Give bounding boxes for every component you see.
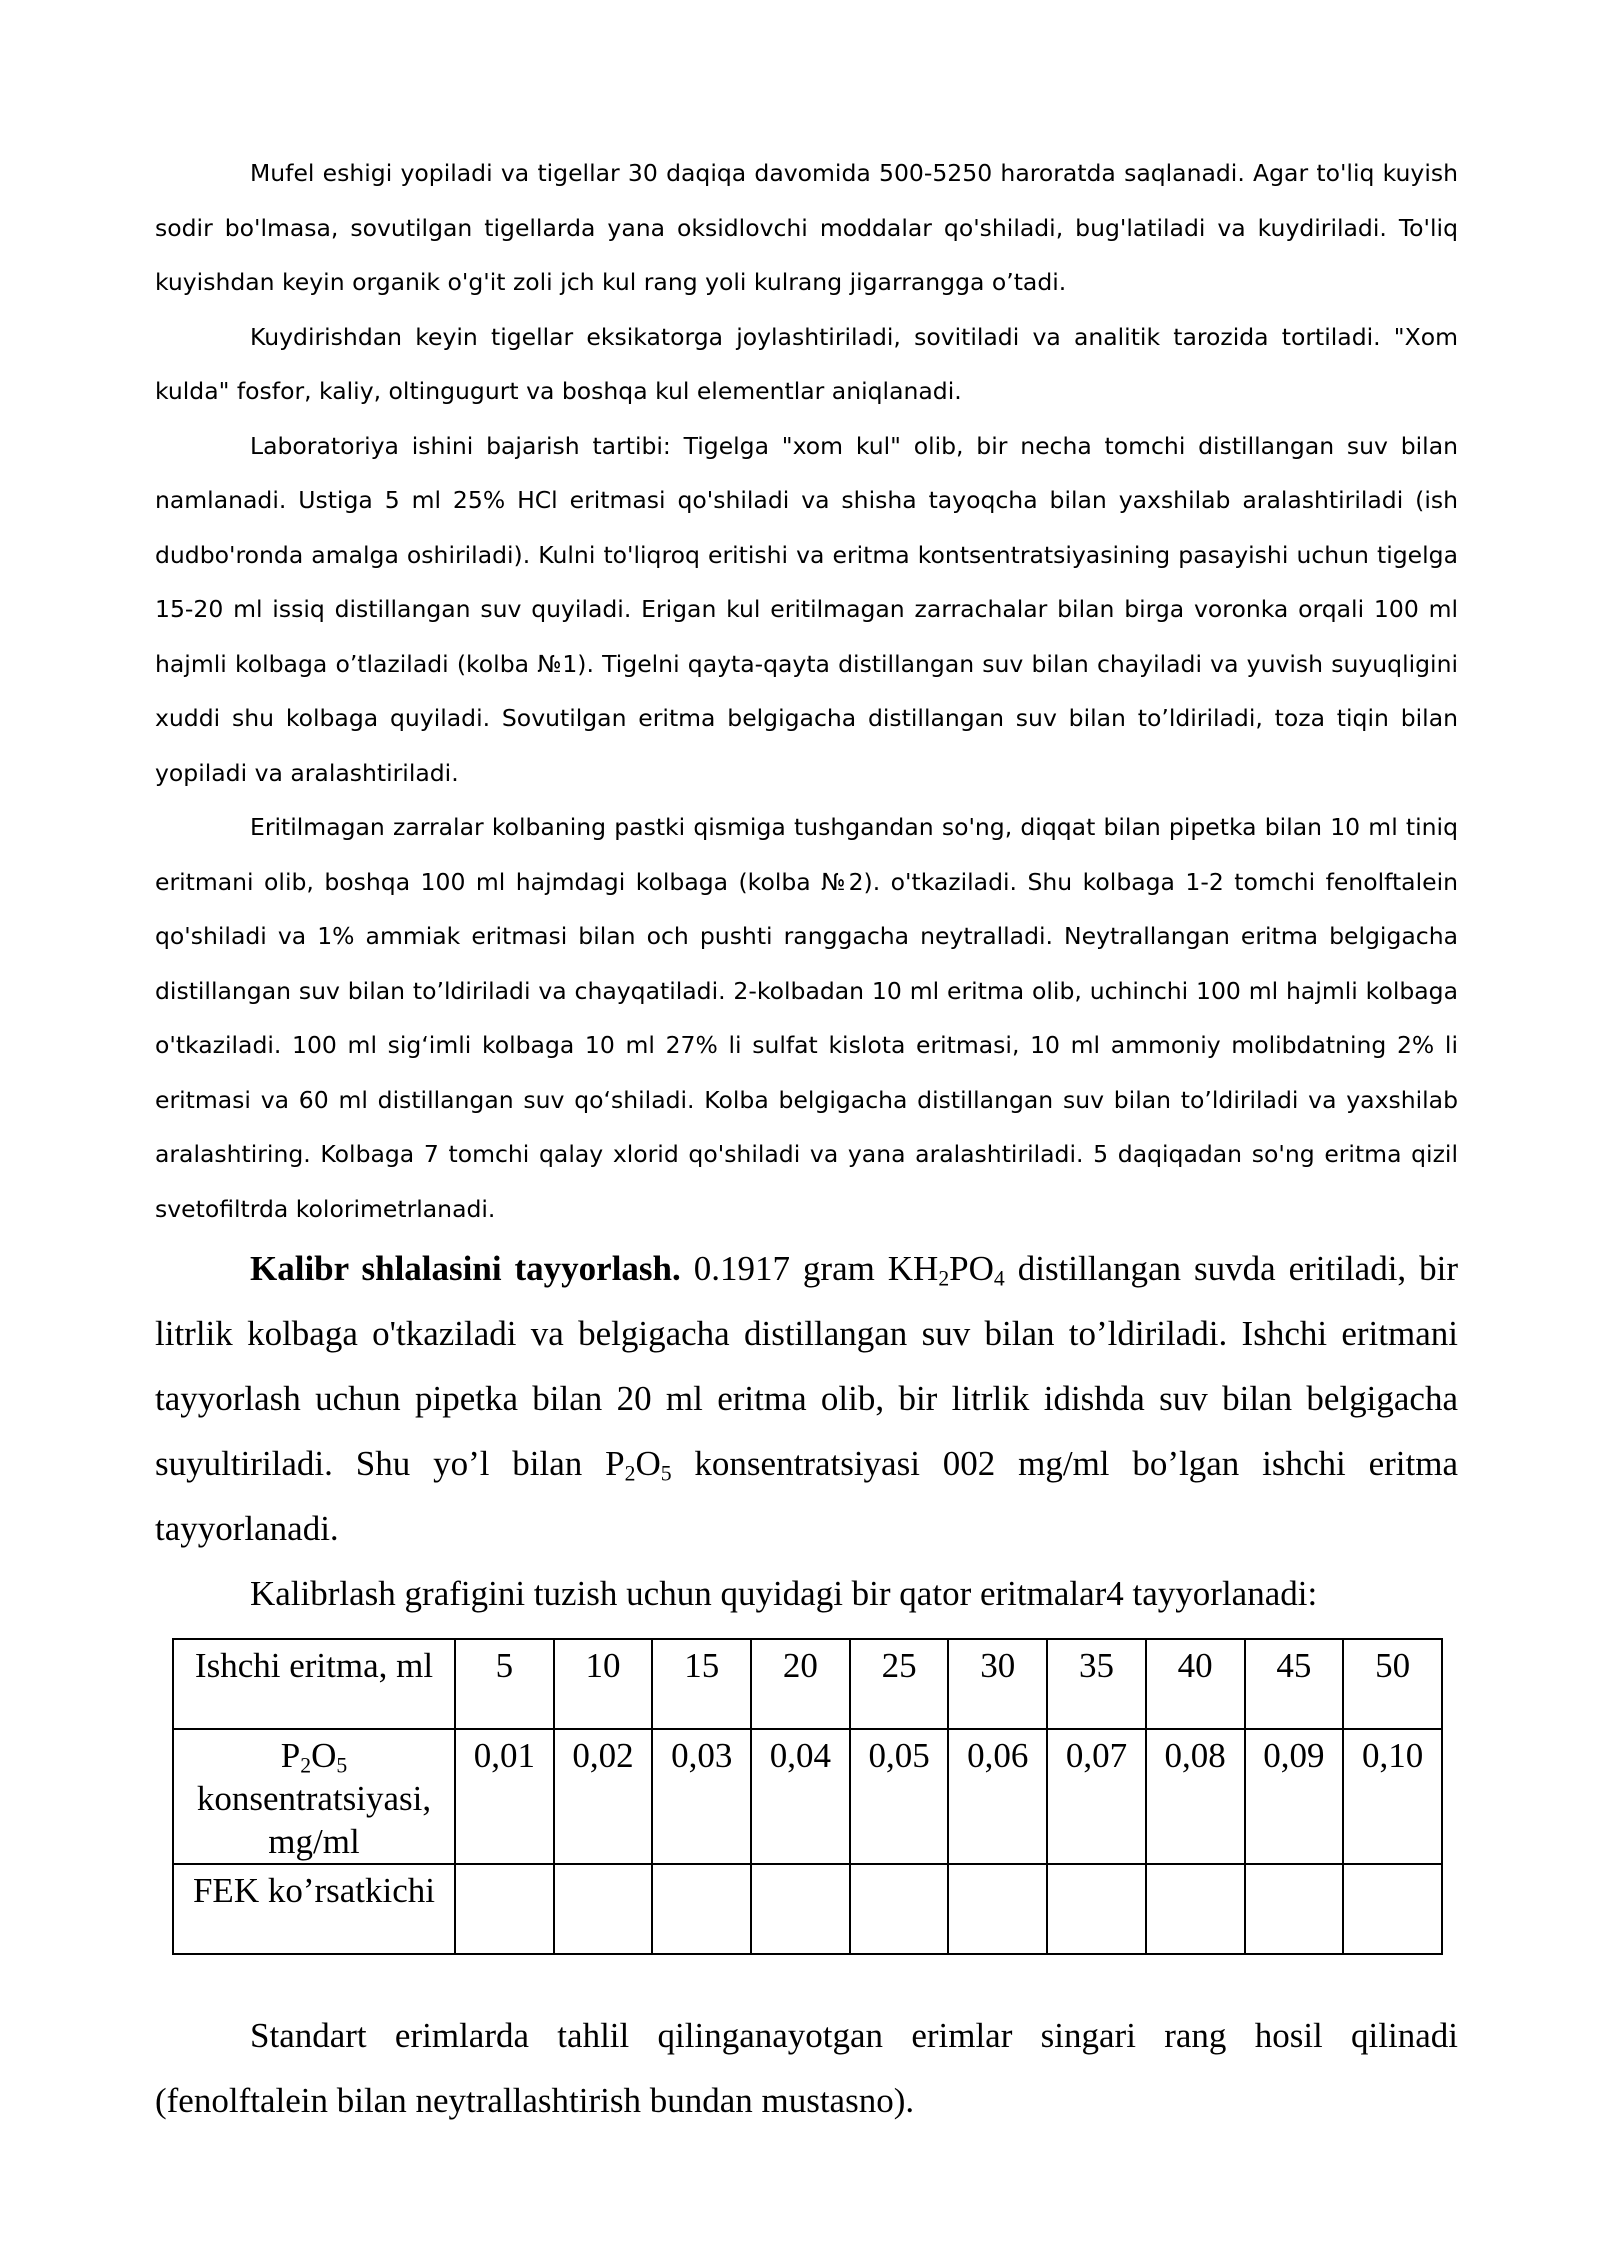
paragraph-kuydirishdan: Kuydirishdan keyin tigellar eksikatorga joylashtiriladi, sovitiladi va analitik tarozida tortiladi. "Xom kulda" fosfor, kaliy, oltingugurt va boshqa kul elementlar aniqlanadi. <box>155 322 1458 405</box>
table-cell: 0,08 <box>1146 1729 1245 1864</box>
table-cell <box>850 1864 949 1954</box>
table-row <box>173 1864 1442 1954</box>
row-label-volume: Ishchi eritma, ml <box>173 1639 455 1729</box>
table-cell <box>751 1864 850 1954</box>
table-cell: 20 <box>751 1639 850 1729</box>
paragraph-intro: Kalibrlash grafigini tuzish uchun quyidagi bir qator eritmalar4 tayyorlanadi: <box>250 1574 1318 1613</box>
table-cell: 0,01 <box>455 1729 554 1864</box>
closing-text <box>155 2003 1458 2133</box>
table-cell <box>1245 1864 1344 1954</box>
table-cell <box>948 1864 1047 1954</box>
table-cell: 0,06 <box>948 1729 1047 1864</box>
body-text-sans <box>155 146 1458 1236</box>
paragraph-kalibr: Kalibr shlalasini tayyorlash. 0.1917 gram $KH_2PO_4$ distillangan suvda eritiladi, bir litrlik kolbaga o'tkaziladi va belgigacha distillangan suv bilan to’ldiriladi. Ishchi eritmani tayyorlash uchun pipetka bilan 20 ml eritma olib, bir litrlik idishda suv bilan belgigacha suyultiriladi. Shu yo’l bilan $P_2O_5$ konsentratsiyasi 002 mg/ml bo’lgan ishchi eritma tayyorlanadi. <box>155 1249 1458 1548</box>
paragraph-standart: Standart erimlarda tahlil qilinganayotgan erimlar singari rang hosil qilinadi (fenolftalein bilan neytrallashtirish bundan mustasno). <box>155 2016 1458 2120</box>
table-cell: 25 <box>850 1639 949 1729</box>
row-label-concentration: $P_2O_5$ konsentratsiyasi, mg/ml <box>173 1729 455 1864</box>
table-cell: 5 <box>455 1639 554 1729</box>
table-cell: 0,03 <box>652 1729 751 1864</box>
table-cell: 40 <box>1146 1639 1245 1729</box>
table-row <box>173 1729 1442 1864</box>
table-cell: 45 <box>1245 1639 1344 1729</box>
paragraph-eritilmagan: Eritilmagan zarralar kolbaning pastki qismiga tushgandan so'ng, diqqat bilan pipetka bilan 10 ml tiniq eritmani olib, boshqa 100 ml hajmdagi kolbaga (kolba №2). o'tkaziladi. Shu kolbaga 1-2 tomchi fenolftalein qo'shiladi va 1% ammiak eritmasi bilan och pushti ranggacha neytralladi. Neytrallangan eritma belgigacha distillangan suv bilan to’ldiriladi va chayqatiladi. 2-kolbadan 10 ml eritma olib, uchinchi 100 ml hajmli kolbaga o'tkaziladi. 100 ml sig‘imli kolbaga 10 ml 27% li sulfat kislota eritmasi, 10 ml ammoniy molibdatning 2% li eritmasi va 60 ml distillangan suv qo‘shiladi. Kolba belgigacha distillangan suv bilan to’ldiriladi va yaxshilab aralashtiring. Kolbaga 7 tomchi qalay xlorid qo'shiladi va yana aralashtiriladi. 5 daqiqadan so'ng eritma qizil svetofiltrda kolorimetrlanadi. <box>155 813 1458 1223</box>
body-text-serif <box>155 1236 1458 1626</box>
table-cell <box>554 1864 653 1954</box>
table-cell <box>1146 1864 1245 1954</box>
table-cell <box>455 1864 554 1954</box>
table-cell <box>652 1864 751 1954</box>
table-cell <box>1343 1864 1442 1954</box>
calibration-table <box>172 1638 1443 1955</box>
table-cell: 50 <box>1343 1639 1442 1729</box>
table-cell: 30 <box>948 1639 1047 1729</box>
table-cell: 10 <box>554 1639 653 1729</box>
table-cell: 0,10 <box>1343 1729 1442 1864</box>
table-row <box>173 1639 1442 1729</box>
row-label-fek: FEK ko’rsatkichi <box>173 1864 455 1954</box>
paragraph-laboratoriya: Laboratoriya ishini bajarish tartibi: Tigelga "xom kul" olib, bir necha tomchi distillangan suv bilan namlanadi. Ustiga 5 ml 25% HCl eritmasi qo'shiladi va shisha tayoqcha bilan yaxshilab aralashtiriladi (ish dudbo'ronda amalga oshiriladi). Kulni to'liqroq eritishi va eritma kontsentratsiyasining pasayishi uchun tigelga 15-20 ml issiq distillangan suv quyiladi. Erigan kul eritilmagan zarrachalar bilan birga voronka orqali 100 ml hajmli kolbaga o’tlaziladi (kolba №1). Tigelni qayta-qayta distillangan suv bilan chayiladi va yuvish suyuqligini xuddi shu kolbaga quyiladi. Sovutilgan eritma belgigacha distillangan suv bilan to’ldiriladi, toza tiqin bilan yopiladi va aralashtiriladi. <box>155 431 1458 787</box>
table-cell: 35 <box>1047 1639 1146 1729</box>
table-cell: 0,07 <box>1047 1729 1146 1864</box>
table-cell: 0,02 <box>554 1729 653 1864</box>
table-cell: 0,04 <box>751 1729 850 1864</box>
table-cell: 0,09 <box>1245 1729 1344 1864</box>
kalibr-heading: Kalibr shlalasini tayyorlash. <box>250 1249 681 1288</box>
paragraph-mufel: Mufel eshigi yopiladi va tigellar 30 daqiqa davomida 500-5250 haroratda saqlanadi. Agar to'liq kuyish sodir bo'lmasa, sovutilgan tigellarda yana oksidlovchi moddalar qo'shiladi, bug'latiladi va kuydiriladi. To'liq kuyishdan keyin organik o'g'it zoli jch kul rang yoli kulrang jigarrangga o’tadi. <box>155 159 1458 296</box>
table-cell: 15 <box>652 1639 751 1729</box>
table-cell <box>1047 1864 1146 1954</box>
table-cell: 0,05 <box>850 1729 949 1864</box>
